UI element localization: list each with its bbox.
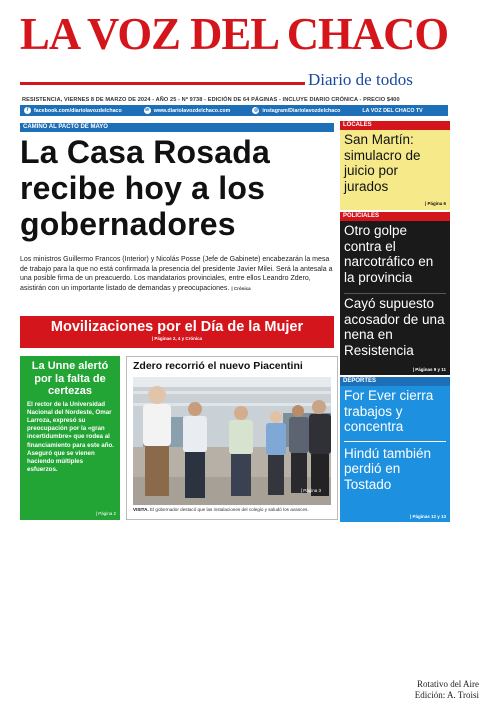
policiales-stories[interactable] [340, 221, 450, 375]
piacentini-photo [133, 377, 331, 505]
masthead-title: LA VOZ DEL CHACO [20, 9, 449, 59]
unne-body: El rector de la Universidad Nacional del Nordeste, Omar Larroza, expresó su preocupación por la «gran incertidumbre» que rodea al financiamiento para este año. Aseguró que se vienen haciendo múltiples esfuerzos. [27, 400, 114, 474]
social-bar [20, 105, 448, 116]
main-headline[interactable]: La Casa Rosada recibe hoy a los gobernadores [20, 134, 271, 242]
deportes-stories[interactable] [340, 386, 450, 522]
women-day-banner[interactable] [20, 316, 334, 348]
section-policiales[interactable]: POLICIALES [340, 212, 450, 221]
social-facebook[interactable]: f facebook.com/diariolavozdelchaco [24, 107, 122, 114]
banner-title: Movilizaciones por el Día de la Mujer [50, 319, 304, 335]
facebook-icon: f [24, 107, 31, 114]
deportes-story-2[interactable]: Hindú también perdió en Tostado [344, 445, 432, 492]
unne-ref: | Página 2 [95, 511, 116, 516]
social-instagram[interactable]: ◎ instagram/Diariolavozdelchaco [253, 107, 341, 114]
edition-info-line: RESISTENCIA, VIERNES 8 DE MARZO DE 2024 - AÑO 25 - Nº 9738 - EDICIÓN DE 64 PÁGINAS - INCLUYE DIARIO CRÓNICA - PRECIO $400 [22, 97, 400, 103]
main-kicker: CAMINO AL PACTO DE MAYO [20, 123, 334, 132]
policiales-divider [344, 293, 446, 294]
social-tv[interactable] [362, 108, 422, 114]
policiales-story-1[interactable]: Otro golpe contra el narcotráfico en la provincia [344, 223, 434, 285]
tv-label: LA VOZ DEL CHACO TV [362, 107, 423, 114]
deportes-divider [344, 441, 446, 442]
deportes-ref: | Páginas 12 y 13 [409, 514, 446, 519]
group-photo-illustration [133, 377, 331, 505]
globe-icon: w [145, 107, 150, 113]
credits-editor: Edición: A. Troisi [414, 690, 479, 700]
caption-lead: VISITA. [133, 507, 149, 512]
piacentini-caption [133, 507, 333, 512]
main-lead [20, 255, 334, 293]
policiales-ref: | Páginas 9 y 11 [412, 367, 446, 372]
newspaper-front-page [18, 10, 450, 518]
piacentini-ref: | Página 3 [300, 488, 321, 493]
masthead-tagline: Diario de todos [308, 70, 413, 89]
main-lead-ref: | Crónica [231, 285, 251, 291]
section-deportes[interactable]: DEPORTES [340, 377, 450, 386]
section-locales[interactable]: LOCALES [340, 121, 450, 130]
policiales-story-2[interactable]: Cayó supuesto acosador de una nena en Resistencia [344, 296, 445, 358]
caption-text: El gobernador destacó que las instalaciones del colegio y saludó los avances. [148, 507, 309, 512]
broadcast-credits [415, 679, 479, 701]
deportes-story-1[interactable]: For Ever cierra trabajos y concentra [344, 388, 434, 434]
piacentini-headline: Zdero recorrió el nuevo Piacentini [133, 360, 303, 372]
unne-headline: La Unne alertó por la falta de certezas [31, 360, 109, 397]
piacentini-story[interactable] [126, 356, 338, 520]
unne-story[interactable] [20, 356, 120, 520]
social-website[interactable]: w www.diariolavozdelchaco.com [145, 107, 231, 114]
locales-headline: San Martín: simulacro de juicio por jurados [344, 132, 421, 194]
masthead-rule [20, 82, 305, 85]
banner-ref: | Páginas 2, 4 y Crónica [151, 336, 203, 341]
locales-story[interactable] [340, 130, 450, 210]
instagram-icon: ◎ [253, 107, 259, 113]
credits-program: Rotativo del Aire [417, 679, 479, 689]
locales-ref: | Página 6 [424, 201, 446, 206]
main-lead-text: Los ministros Guillermo Francos (Interior) y Nicolás Posse (Jefe de Gabinete) encabezarán la mesa de trabajo para la que no está confirmada la presencia del presidente Javier Milei. Será la antesala a una posible firma de un preacuerdo. Los mandatarios provinciales, entre ellos Leandro Zdero, asistirán con un importante listado de demandas y preocupaciones. [20, 256, 333, 292]
